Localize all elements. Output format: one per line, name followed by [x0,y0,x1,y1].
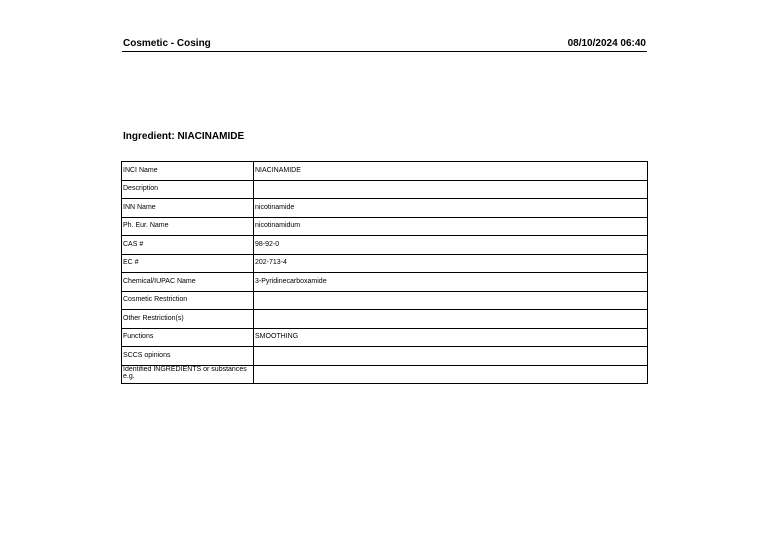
row-label-ec: EC # [122,254,254,273]
table-row [122,347,648,366]
row-label-iupac-name: Chemical/IUPAC Name [122,273,254,292]
row-label-sccs-opinions: SCCS opinions [122,347,254,366]
row-value-ph-eur-name: nicotinamidum [254,217,648,236]
ingredient-name: NIACINAMIDE [177,131,245,142]
row-value-identified-ingredients [254,365,648,384]
row-label-other-restrictions: Other Restriction(s) [122,310,254,329]
table-row [122,365,648,384]
row-value-description [254,180,648,199]
table-row [122,254,648,273]
row-value-sccs-opinions [254,347,648,366]
table-row [122,162,648,181]
row-label-inci-name: INCI Name [122,162,254,181]
row-label-identified-ingredients: Identified INGREDIENTS or substances e.g. [122,365,254,384]
ingredient-details-table [121,161,648,384]
ingredient-label: Ingredient: [123,131,175,142]
table-row [122,328,648,347]
table-row [122,217,648,236]
table-row [122,291,648,310]
row-value-functions: SMOOTHING [254,328,648,347]
row-label-cosmetic-restriction: Cosmetic Restriction [122,291,254,310]
row-value-inn-name: nicotinamide [254,199,648,218]
row-label-description: Description [122,180,254,199]
row-value-cas: 98-92-0 [254,236,648,255]
row-value-ec: 202-713-4 [254,254,648,273]
row-value-iupac-name: 3-Pyridinecarboxamide [254,273,648,292]
row-label-inn-name: INN Name [122,199,254,218]
table-row [122,180,648,199]
row-value-other-restrictions [254,310,648,329]
row-value-inci-name: NIACINAMIDE [254,162,648,181]
row-label-ph-eur-name: Ph. Eur. Name [122,217,254,236]
table-row [122,273,648,292]
table-row [122,199,648,218]
row-value-cosmetic-restriction [254,291,648,310]
ingredient-heading [123,130,244,143]
row-label-cas: CAS # [122,236,254,255]
page-header [122,37,647,52]
table-row [122,236,648,255]
header-datetime: 08/10/2024 06:40 [567,38,646,49]
header-title: Cosmetic - Cosing [123,38,211,49]
table-row [122,310,648,329]
row-label-functions: Functions [122,328,254,347]
